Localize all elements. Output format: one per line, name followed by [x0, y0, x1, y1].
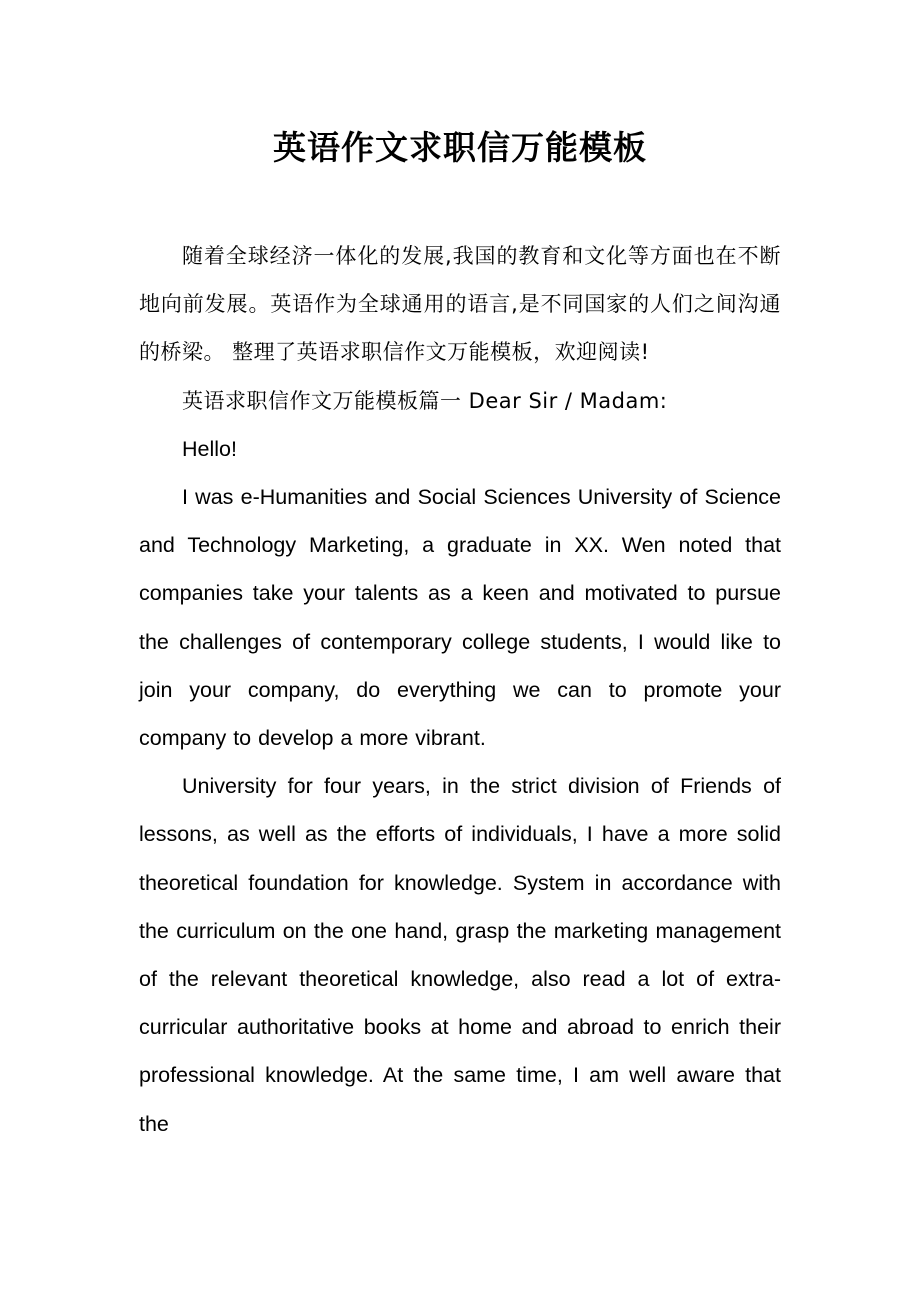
- document-title: 英语作文求职信万能模板: [273, 128, 647, 167]
- document-body: [139, 232, 781, 1148]
- paragraph-intro: 随着全球经济一体化的发展,我国的教育和文化等方面也在不断地向前发展。英语作为全球通用的语言,是不同国家的人们之间沟通的桥梁。 整理了英语求职信作文万能模板，欢迎阅读!: [139, 244, 781, 365]
- paragraph-template-heading: 英语求职信作文万能模板篇一 Dear Sir / Madam:: [182, 388, 668, 413]
- paragraph-introduction: I was e-Humanities and Social Sciences University of Science and Technology Marketing, a graduate in XX. Wen noted that companies take your talents as a keen and motivated to pursue the challenges of contemporary college students, I would like to join your company, do everything we can to promote your company to develop a more vibrant.: [139, 485, 781, 751]
- paragraph-greeting: Hello!: [182, 436, 237, 461]
- paragraph-university: University for four years, in the strict division of Friends of lessons, as well as the efforts of individuals, I have a more solid theoretical foundation for knowledge. System in accordance with the curriculum on the one hand, grasp the marketing management of the relevant theoretical knowledge, also read a lot of extra-curricular authoritative books at home and abroad to enrich their professional knowledge. At the same time, I am well aware that the: [139, 774, 781, 1136]
